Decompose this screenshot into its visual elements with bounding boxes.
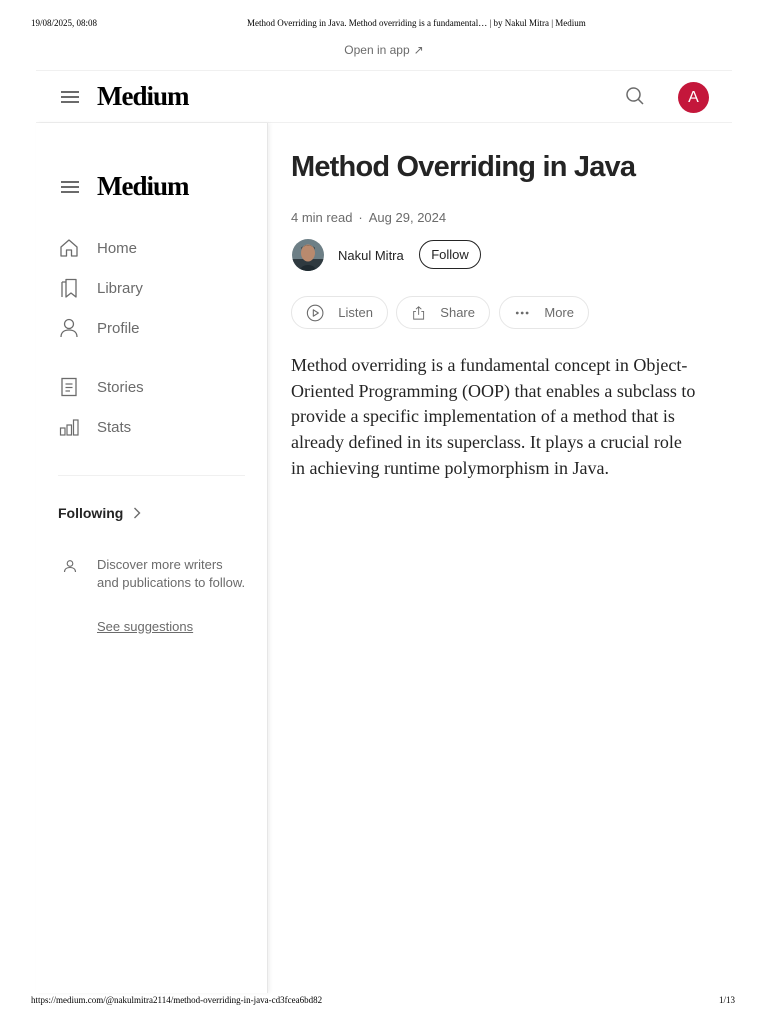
share-label: Share xyxy=(440,305,475,320)
person-icon xyxy=(63,559,77,573)
more-label: More xyxy=(544,305,574,320)
arrow-up-right-icon: ↗ xyxy=(413,43,424,57)
sidebar-item-label: Profile xyxy=(97,319,140,337)
article-meta xyxy=(291,210,446,225)
library-icon xyxy=(58,277,80,299)
sidebar-item-label: Library xyxy=(97,279,143,297)
article-body: Method overriding is a fundamental concept in Object-Oriented Programming (OOP) that enables a subclass to provide a specific implementation of a method that is already defined in its superclass. It plays a crucial role in achieving runtime polymorphism in Java. xyxy=(291,355,696,478)
article-title: Method Overriding in Java xyxy=(291,151,636,183)
print-title: Method Overriding in Java. Method overriding is a fundamental… | by Nakul Mitra | Medium xyxy=(247,18,586,28)
read-time: 4 min read xyxy=(291,210,353,225)
sidebar-item-stats[interactable] xyxy=(58,414,131,440)
listen-label: Listen xyxy=(338,305,373,320)
print-date: 19/08/2025, 08:08 xyxy=(31,18,98,28)
stats-icon xyxy=(58,416,80,438)
medium-logo[interactable]: Medium xyxy=(97,81,189,111)
sidebar-item-label: Home xyxy=(97,239,138,257)
search-icon[interactable] xyxy=(625,86,645,106)
print-url: https://medium.com/@nakulmitra2114/method-overriding-in-java-cd3fcea6bd82 xyxy=(31,995,323,1005)
sidebar-divider xyxy=(58,475,245,476)
play-icon xyxy=(306,303,324,323)
discover-text: Discover more writers and publications to follow. xyxy=(97,557,246,590)
menu-icon[interactable] xyxy=(61,90,79,104)
sidebar-item-profile[interactable] xyxy=(58,315,140,341)
sidebar-medium-logo[interactable]: Medium xyxy=(97,171,189,201)
open-in-app-link[interactable] xyxy=(0,43,768,57)
following-link[interactable] xyxy=(58,505,141,521)
more-button[interactable] xyxy=(499,296,589,329)
author-name[interactable]: Nakul Mitra xyxy=(338,248,404,263)
sidebar-item-label: Stories xyxy=(97,378,144,396)
see-suggestions-link[interactable]: See suggestions xyxy=(97,619,194,634)
follow-button[interactable]: Follow xyxy=(419,240,481,269)
author-avatar[interactable] xyxy=(292,239,324,271)
user-avatar[interactable]: A xyxy=(678,82,709,113)
more-dots-icon xyxy=(514,303,530,323)
meta-separator: · xyxy=(358,210,363,225)
sidebar-item-home[interactable] xyxy=(58,235,137,261)
chevron-right-icon xyxy=(133,507,141,519)
sidebar-item-stories[interactable] xyxy=(58,374,144,400)
divider xyxy=(36,70,732,71)
home-icon xyxy=(58,237,80,259)
sidebar xyxy=(36,123,268,993)
listen-button[interactable] xyxy=(291,296,388,329)
menu-icon[interactable] xyxy=(61,180,79,194)
following-label: Following xyxy=(58,505,124,521)
open-in-app-label: Open in app xyxy=(344,43,410,57)
publish-date: Aug 29, 2024 xyxy=(368,210,447,225)
stories-icon xyxy=(58,376,80,398)
share-button[interactable] xyxy=(396,296,490,329)
sidebar-item-label: Stats xyxy=(97,418,132,436)
print-page-number: 1/13 xyxy=(719,995,736,1005)
share-icon xyxy=(411,303,426,323)
profile-icon xyxy=(58,317,80,339)
sidebar-item-library[interactable] xyxy=(58,275,143,301)
